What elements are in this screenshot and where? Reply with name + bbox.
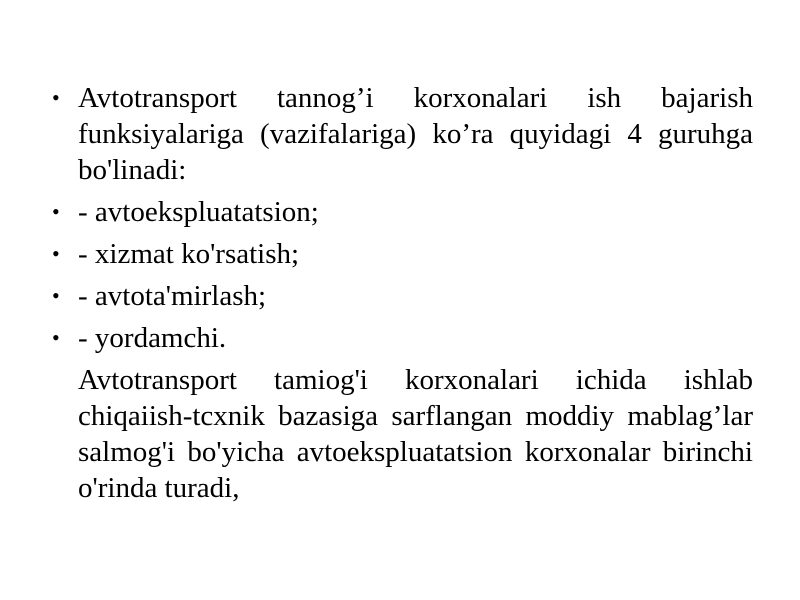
bullet-item bbox=[48, 80, 753, 188]
bullet-icon: • bbox=[52, 325, 60, 350]
bullet-text: - avtota'mirlash; bbox=[78, 280, 267, 312]
slide-content bbox=[48, 80, 753, 506]
bullet-item bbox=[48, 194, 753, 230]
bullet-item bbox=[48, 236, 753, 272]
body-paragraph: Avtotransport tamiog'i korxonalari ichida ishlab chiqaiish-tcxnik bazasiga sarflangan moddiy mablag’lar salmog'i bo'yicha avtoekspluatatsion korxonalar birinchi o'rinda turadi, bbox=[78, 364, 753, 504]
bullet-text: - xizmat ko'rsatish; bbox=[78, 238, 300, 270]
bullet-icon: • bbox=[52, 283, 60, 308]
bullet-text: Avtotransport tannog’i korxonalari ish bajarish funksiyalariga (vazifalariga) ko’ra quyidagi 4 guruhga bo'linadi: bbox=[78, 82, 753, 186]
bullet-item bbox=[48, 320, 753, 356]
bullet-text: - avtoekspluatatsion; bbox=[78, 196, 319, 228]
bullet-text: - yordamchi. bbox=[78, 322, 227, 354]
bullet-icon: • bbox=[52, 241, 60, 266]
bullet-icon: • bbox=[52, 199, 60, 224]
bullet-list bbox=[48, 80, 753, 356]
bullet-icon: • bbox=[52, 85, 60, 110]
bullet-item bbox=[48, 278, 753, 314]
